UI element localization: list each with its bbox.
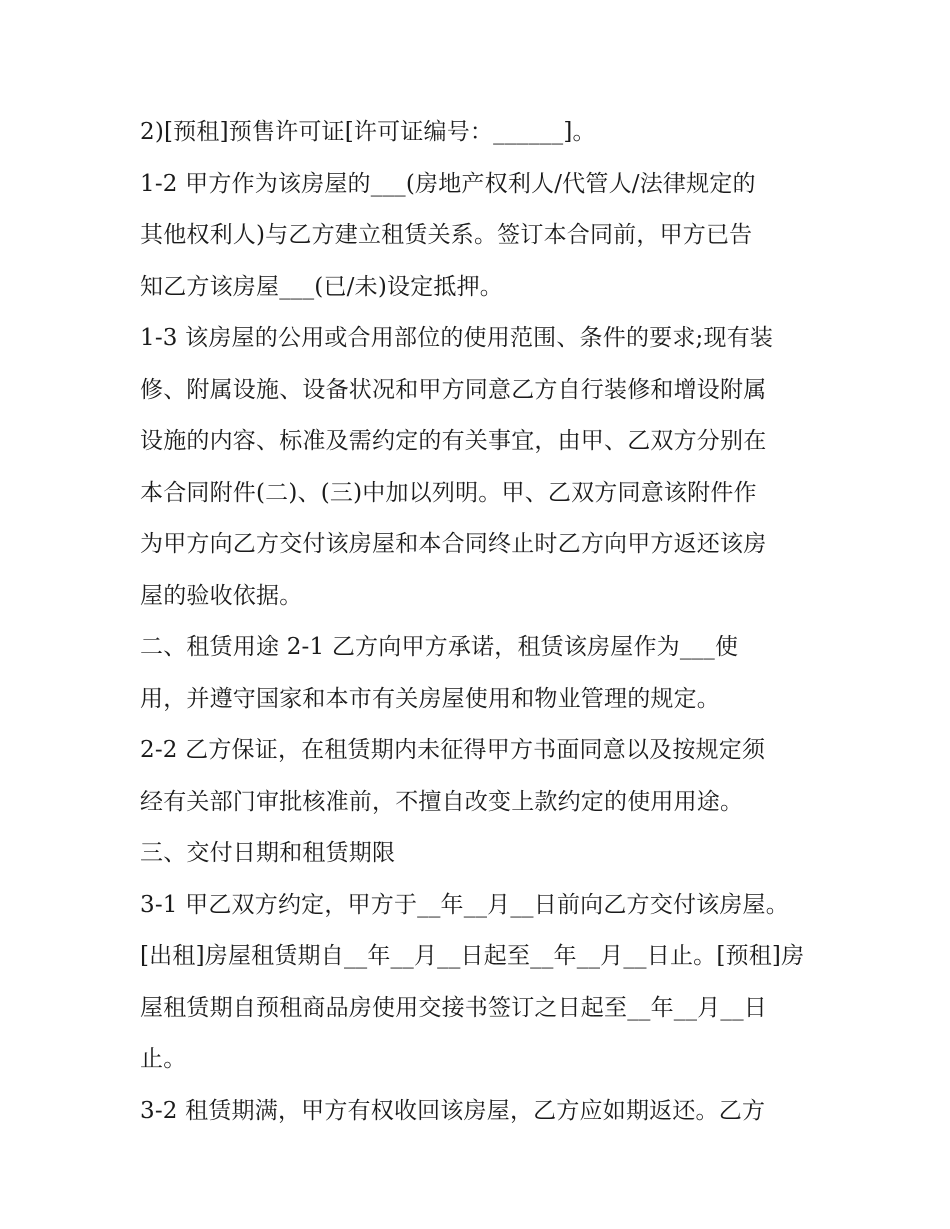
text-line: 1-3 该房屋的公用或合用部位的使用范围、条件的要求;现有装 bbox=[140, 325, 774, 351]
text-line: 用，并遵守国家和本市有关房屋使用和物业管理的规定。 bbox=[140, 685, 720, 712]
text-line: 屋租赁期自预租商品房使用交接书签订之日起至__年__月__日 bbox=[140, 994, 767, 1021]
text-line: 2)[预租]预售许可证[许可证编号：______]。 bbox=[140, 119, 596, 145]
text-line: 为甲方向乙方交付该房屋和本合同终止时乙方向甲方返还该房 bbox=[140, 531, 767, 557]
document-body bbox=[140, 107, 820, 1137]
text-line: 3-2 租赁期满，甲方有权收回该房屋，乙方应如期返还。乙方 bbox=[140, 1097, 766, 1124]
text-line: 知乙方该房屋___(已/未)设定抵押。 bbox=[140, 273, 503, 300]
text-line: 设施的内容、标准及需约定的有关事宜，由甲、乙双方分别在 bbox=[140, 428, 767, 454]
text-line: 屋的验收依据。 bbox=[140, 582, 303, 609]
text-line: 本合同附件(二)、(三)中加以列明。甲、乙双方同意该附件作 bbox=[140, 479, 757, 506]
text-line: 修、附属设施、设备状况和甲方同意乙方自行装修和增设附属 bbox=[140, 376, 767, 403]
text-line: 其他权利人)与乙方建立租赁关系。签订本合同前，甲方已告 bbox=[140, 222, 753, 248]
section-heading-line: 二、租赁用途 2-1 乙方向甲方承诺，租赁该房屋作为___使 bbox=[140, 634, 739, 660]
section-heading-line: 三、交付日期和租赁期限 bbox=[140, 840, 396, 866]
text-line: 2-2 乙方保证，在租赁期内未征得甲方书面同意以及按规定须 bbox=[140, 737, 766, 763]
text-line: 经有关部门审批核准前，不擅自改变上款约定的使用用途。 bbox=[140, 788, 744, 815]
text-line: 1-2 甲方作为该房屋的___(房地产权利人/代管人/法律规定的 bbox=[140, 170, 756, 197]
text-line: 止。 bbox=[140, 1046, 187, 1072]
text-line: [出租]房屋租赁期自__年__月__日起至__年__月__日止。[预租]房 bbox=[140, 943, 805, 969]
text-line: 3-1 甲乙双方约定，甲方于__年__月__日前向乙方交付该房屋。 bbox=[140, 891, 789, 918]
